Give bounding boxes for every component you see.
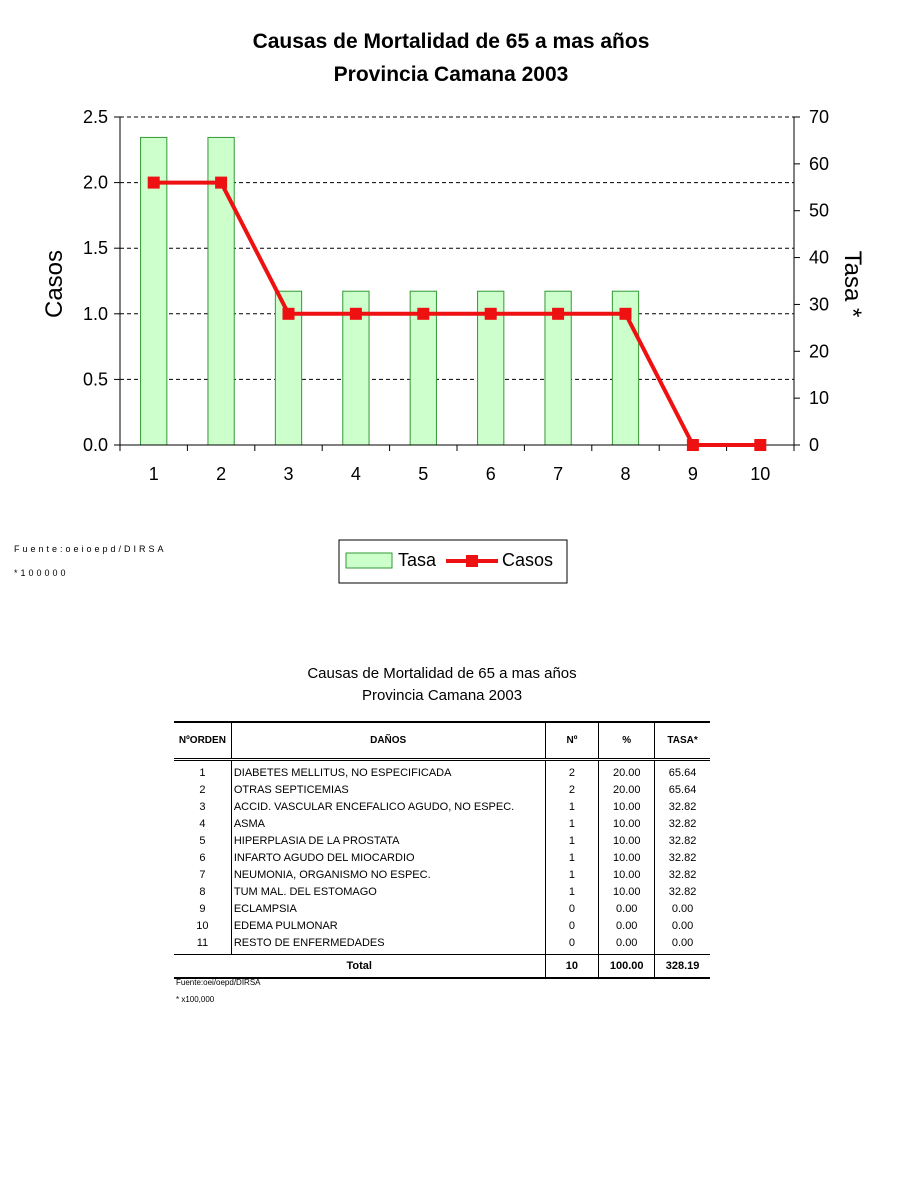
cell-n: 1 — [545, 815, 599, 832]
left-tick-label: 2.5 — [82, 107, 108, 127]
cell-pct: 10.00 — [599, 815, 655, 832]
cell-tasa: 32.82 — [668, 800, 697, 813]
right-tick-label: 30 — [809, 294, 830, 315]
cell-pct: 20.00 — [599, 760, 655, 782]
cell-pct: 10.00 — [599, 832, 655, 849]
x-tick-label: 2 — [216, 464, 227, 484]
cell-tasa: 0.00 — [671, 936, 694, 949]
total-n: 10 — [545, 955, 599, 979]
table-title-block — [0, 663, 884, 707]
header-orden: NºORDEN — [174, 722, 231, 760]
casos-point — [754, 439, 766, 451]
left-axis-title: Casos — [41, 249, 68, 319]
right-tick-label: 40 — [809, 247, 830, 268]
left-tick-label: 0.0 — [82, 435, 108, 455]
cell-dano: NEUMONIA, ORGANISMO NO ESPEC. — [231, 866, 545, 883]
table-row — [174, 815, 710, 832]
cell-orden: 7 — [174, 866, 231, 883]
table-subtitle: Provincia Camana 2003 — [361, 687, 523, 704]
cell-pct: 10.00 — [599, 849, 655, 866]
cell-dano: HIPERPLASIA DE LA PROSTATA — [231, 832, 545, 849]
right-axis-title: Tasa * — [839, 250, 866, 318]
table-row — [174, 883, 710, 900]
cell-orden: 11 — [174, 934, 231, 955]
cell-dano: ECLAMPSIA — [231, 900, 545, 917]
cell-dano: RESTO DE ENFERMEDADES — [231, 934, 545, 955]
table-header-row — [174, 722, 710, 760]
cell-dano: TUM MAL. DEL ESTOMAGO — [231, 883, 545, 900]
right-tick-label: 70 — [809, 107, 830, 127]
left-tick-label: 1.5 — [82, 238, 108, 259]
cell-dano: EDEMA PULMONAR — [231, 917, 545, 934]
cell-pct: 10.00 — [599, 798, 655, 815]
legend-tasa-label: Tasa — [398, 550, 437, 570]
header-pct: % — [599, 722, 655, 760]
table-row — [174, 781, 710, 798]
table-title: Causas de Mortalidad de 65 a mas años — [307, 665, 577, 682]
cell-tasa: 32.82 — [668, 885, 697, 898]
x-tick-label: 9 — [687, 464, 698, 484]
cell-tasa: 65.64 — [668, 766, 697, 779]
cell-orden: 2 — [174, 781, 231, 798]
cell-orden: 3 — [174, 798, 231, 815]
table-row — [174, 798, 710, 815]
tick-labels — [83, 107, 829, 484]
total-pct: 100.00 — [599, 955, 655, 979]
cell-orden: 9 — [174, 900, 231, 917]
cell-pct: 0.00 — [599, 934, 655, 955]
mortality-table — [174, 721, 710, 979]
x-tick-label: 10 — [750, 464, 771, 484]
total-label: Total — [174, 955, 545, 979]
cell-n: 2 — [545, 760, 599, 782]
right-tick-label: 60 — [809, 153, 830, 174]
x-tick-label: 7 — [553, 464, 564, 484]
legend-casos-label: Casos — [502, 550, 554, 570]
legend — [339, 540, 567, 583]
cell-n: 0 — [545, 917, 599, 934]
header-danos: DAÑOS — [231, 722, 545, 760]
legend-casos-marker — [466, 555, 478, 567]
cell-orden: 5 — [174, 832, 231, 849]
casos-point — [215, 177, 227, 189]
cell-dano: INFARTO AGUDO DEL MIOCARDIO — [231, 849, 545, 866]
cell-pct: 10.00 — [599, 866, 655, 883]
casos-point — [148, 177, 160, 189]
cell-tasa: 0.00 — [671, 902, 694, 915]
x-tick-label: 3 — [283, 464, 294, 484]
legend-tasa-swatch — [346, 553, 392, 568]
cell-dano: OTRAS SEPTICEMIAS — [231, 781, 545, 798]
cell-tasa: 65.64 — [668, 783, 697, 796]
casos-point — [687, 439, 699, 451]
right-tick-label: 50 — [809, 200, 830, 221]
x-tick-label: 5 — [418, 464, 429, 484]
chart-source-note: Fuente:oeioepd/DIRSA — [14, 544, 167, 554]
cell-pct: 20.00 — [599, 781, 655, 798]
left-tick-label: 1.0 — [82, 303, 108, 324]
left-tick-label: 2.0 — [82, 172, 108, 193]
cell-tasa: 32.82 — [668, 851, 697, 864]
cell-n: 1 — [545, 832, 599, 849]
chart-title: Causas de Mortalidad de 65 a mas años — [252, 30, 650, 53]
casos-point — [350, 308, 362, 320]
table-row — [174, 934, 710, 955]
casos-point — [283, 308, 295, 320]
left-tick-label: 0.5 — [82, 369, 108, 390]
cell-dano: ASMA — [231, 815, 545, 832]
cell-tasa: 32.82 — [668, 817, 697, 830]
table-total-row — [174, 955, 710, 979]
cell-n: 0 — [545, 934, 599, 955]
table-footnote: * x100,000 — [176, 995, 215, 1004]
table-row — [174, 866, 710, 883]
cell-pct: 10.00 — [599, 883, 655, 900]
cell-orden: 8 — [174, 883, 231, 900]
chart-footnote: *100000 — [14, 568, 69, 578]
cell-n: 1 — [545, 849, 599, 866]
cell-pct: 0.00 — [599, 900, 655, 917]
cell-tasa: 32.82 — [668, 834, 697, 847]
cell-n: 0 — [545, 900, 599, 917]
x-tick-label: 4 — [350, 464, 361, 484]
table-source-note: Fuente:oei/oepd/DIRSA — [176, 978, 261, 987]
x-tick-label: 1 — [148, 464, 159, 484]
cell-orden: 1 — [174, 760, 231, 782]
table-row — [174, 832, 710, 849]
casos-point — [552, 308, 564, 320]
right-tick-label: 20 — [809, 341, 830, 362]
cell-tasa: 0.00 — [671, 919, 694, 932]
casos-point — [417, 308, 429, 320]
casos-point — [485, 308, 497, 320]
cell-orden: 10 — [174, 917, 231, 934]
header-tasa: TASA* — [655, 722, 710, 760]
x-tick-label: 6 — [485, 464, 496, 484]
cell-orden: 4 — [174, 815, 231, 832]
right-tick-label: 10 — [809, 388, 830, 409]
cell-pct: 0.00 — [599, 917, 655, 934]
x-tick-label: 8 — [620, 464, 631, 484]
casos-point — [620, 308, 632, 320]
total-tasa: 328.19 — [655, 955, 710, 979]
cell-tasa: 32.82 — [668, 868, 697, 881]
cell-n: 1 — [545, 866, 599, 883]
right-tick-label: 0 — [809, 435, 820, 455]
chart-subtitle: Provincia Camana 2003 — [333, 63, 569, 86]
table-row — [174, 900, 710, 917]
header-n: Nº — [545, 722, 599, 760]
cell-orden: 6 — [174, 849, 231, 866]
cell-dano: ACCID. VASCULAR ENCEFALICO AGUDO, NO ESPEC. — [231, 798, 545, 815]
table-row — [174, 849, 710, 866]
table-row — [174, 760, 710, 782]
table-row — [174, 917, 710, 934]
cell-n: 1 — [545, 798, 599, 815]
cell-n: 1 — [545, 883, 599, 900]
cell-n: 2 — [545, 781, 599, 798]
cell-dano: DIABETES MELLITUS, NO ESPECIFICADA — [231, 760, 545, 782]
